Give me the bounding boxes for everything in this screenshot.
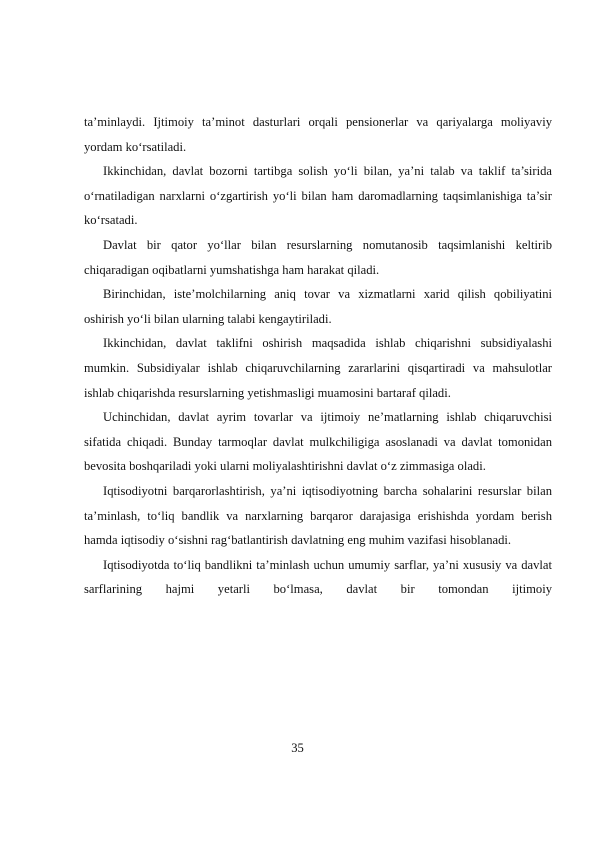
paragraph-continuation: ta’minlaydi. Ijtimoiy ta’minot dasturlari orqali pensionerlar va qariyalarga moliyaviy yordam ko‘rsatiladi. bbox=[84, 115, 552, 154]
page-number: 35 bbox=[291, 741, 304, 755]
paragraph-price-regulation: Ikkinchidan, davlat bozorni tartibga solish yo‘li bilan, ya’ni talab va taklif ta’sirida o‘rnatiladigan narxlarni o‘zgartirish yo‘li bilan ham daromadlarning taqsimlanishiga ta’sir ko‘rsatadi. bbox=[84, 164, 552, 228]
body-text bbox=[84, 110, 552, 602]
paragraph-stabilization: Iqtisodiyotni barqarorlashtirish, ya’ni iqtisodiyotning barcha sohalarini resurslar bilan ta’minlash, to‘liq bandlik va narxlarning barqaror darajasiga erishishda yordam berish hamda iqtisodiy o‘sishni rag‘batlantirish davlatning eng muhim vazifasi hisoblanadi. bbox=[84, 483, 552, 548]
paragraph-third-state-producer: Uchinchidan, davlat ayrim tovarlar va ijtimoiy ne’matlarning ishlab chiqaruvchisi sifatida chiqadi. Bunday tarmoqlar davlat mulkchiligiga asoslanadi va davlat tomonidan bevosita boshqariladi yoki ularni moliyalashtirishni davlat o‘z zimmasiga oladi. bbox=[84, 410, 552, 474]
paragraph-resource-allocation: Davlat bir qator yo‘llar bilan resurslarning nomutanosib taqsimlanishi keltirib chiqaradigan oqibatlarni yumshatishga ham harakat qiladi. bbox=[84, 237, 552, 277]
paragraph-second-subsidies: Ikkinchidan, davlat taklifni oshirish maqsadida ishlab chiqarishni subsidiyalashi mumkin. Subsidiyalar ishlab chiqaruvchilarning zararlarini qisqartiradi va mahsulotlar ishlab chiqarishda resurslarning yetishmasligi muamosini bartaraf qiladi. bbox=[84, 336, 552, 400]
paragraph-first-demand: Birinchidan, iste’molchilarning aniq tovar va xizmatlarni xarid qilish qobiliyatini oshirish yo‘li bilan ularning talabi kengaytiriladi. bbox=[84, 287, 552, 326]
paragraph-full-employment: Iqtisodiyotda to‘liq bandlikni ta’minlash uchun umumiy sarflar, ya’ni xususiy va davlat sarflarining hajmi yetarli bo‘lmasa, davlat bir tomondan ijtimoiy bbox=[84, 557, 552, 597]
